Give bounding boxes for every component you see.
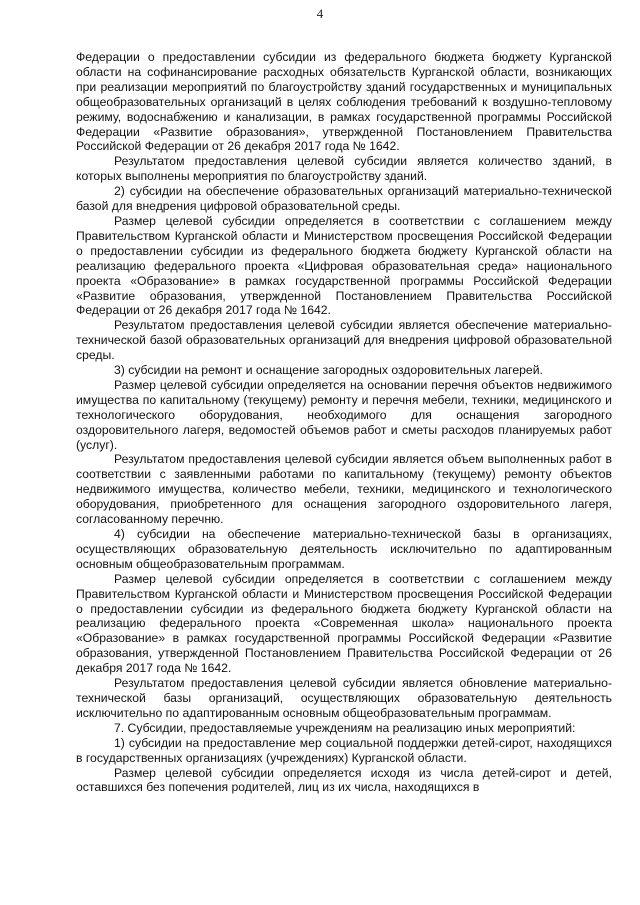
paragraph: Размер целевой субсидии определяется исходя из числа детей-сирот и детей, оставшихся без попечения родителей, лиц из их числа, находящихся в	[76, 765, 612, 795]
paragraph: Размер целевой субсидии определяется в соответствии с соглашением между Правительством Курганской области и Министерством просвещения Российской Федерации о предоставлении субсидии из федерального бюджета бюджету Курганской области на реализацию федерального проекта «Современная школа» национального проекта «Образование» в рамках государственной программы Российской Федерации «Развитие образования, утвержденной Постановлением Правительства Российской Федерации от 26 декабря 2017 года № 1642.	[76, 571, 612, 676]
paragraph: 3) субсидии на ремонт и оснащение загородных оздоровительных лагерей.	[114, 363, 543, 378]
paragraph: 2) субсидии на обеспечение образовательных организаций материально-технической базой для внедрения цифровой образовательной среды.	[76, 184, 612, 214]
paragraph: Результатом предоставления целевой субсидии является обеспечение материально-технической базой образовательных организаций для внедрения цифровой образовательной среды.	[76, 318, 612, 363]
paragraph: 4) субсидии на обеспечение материально-технической базы в организациях, осуществляющих образовательную деятельность исключительно по адаптированным основным общеобразовательным программам.	[76, 527, 612, 571]
paragraph: Результатом предоставления целевой субсидии является количество зданий, в которых выполнены мероприятия по благоустройству зданий.	[76, 154, 612, 184]
paragraph: 7. Субсидии, предоставляемые учреждениям на реализацию иных мероприятий:	[114, 720, 576, 735]
page-number: 4	[316, 6, 324, 21]
paragraph: Размер целевой субсидии определяется на основании перечня объектов недвижимого имущества по капитальному (текущему) ремонту и перечня мебели, техники, медицинского и технологического оборудования, необходимого для оснащения загородного оздоровительного лагеря, ведомостей объемов работ и сметы расходов планируемых работ (услуг).	[76, 377, 612, 452]
paragraph: Размер целевой субсидии определяется в соответствии с соглашением между Правительством Курганской области и Министерством просвещения Российской Федерации о предоставлении субсидии из федерального бюджета бюджету Курганской области на реализацию федерального проекта «Цифровая образовательная среда» национального проекта «Образование» в рамках государственной программы Российской Федерации «Развитие образования, утвержденной Постановлением Правительства Российской Федерации от 26 декабря 2017 года № 1642.	[76, 213, 612, 318]
paragraph: Результатом предоставления целевой субсидии является объем выполненных работ в соответствии с заявленными работами по капитальному (текущему) ремонту объектов недвижимого имущества, количество мебели, техники, медицинского и технологического оборудования, приобретенного для оснащения загородного оздоровительного лагеря, согласованному перечню.	[76, 452, 612, 527]
document-body	[76, 50, 612, 795]
paragraph: Федерации о предоставлении субсидии из федерального бюджета бюджету Курганской области на софинансирование расходных обязательств Курганской области, возникающих при реализации мероприятий по благоустройству зданий государственных и муниципальных общеобразовательных организаций в целях соблюдения требований к воздушно-тепловому режиму, водоснабжению и канализации, в рамках государственной программы Российской Федерации «Развитие образования», утвержденной Постановлением Правительства Российской Федерации от 26 декабря 2017 года № 1642.	[76, 50, 612, 154]
paragraph: 1) субсидии на предоставление мер социальной поддержки детей-сирот, находящихся в государственных организациях (учреждениях) Курганской области.	[76, 735, 612, 765]
paragraph: Результатом предоставления целевой субсидии является обновление материально-технической базы организаций, осуществляющих образовательную деятельность исключительно по адаптированным основным общеобразовательным программам.	[76, 676, 612, 720]
